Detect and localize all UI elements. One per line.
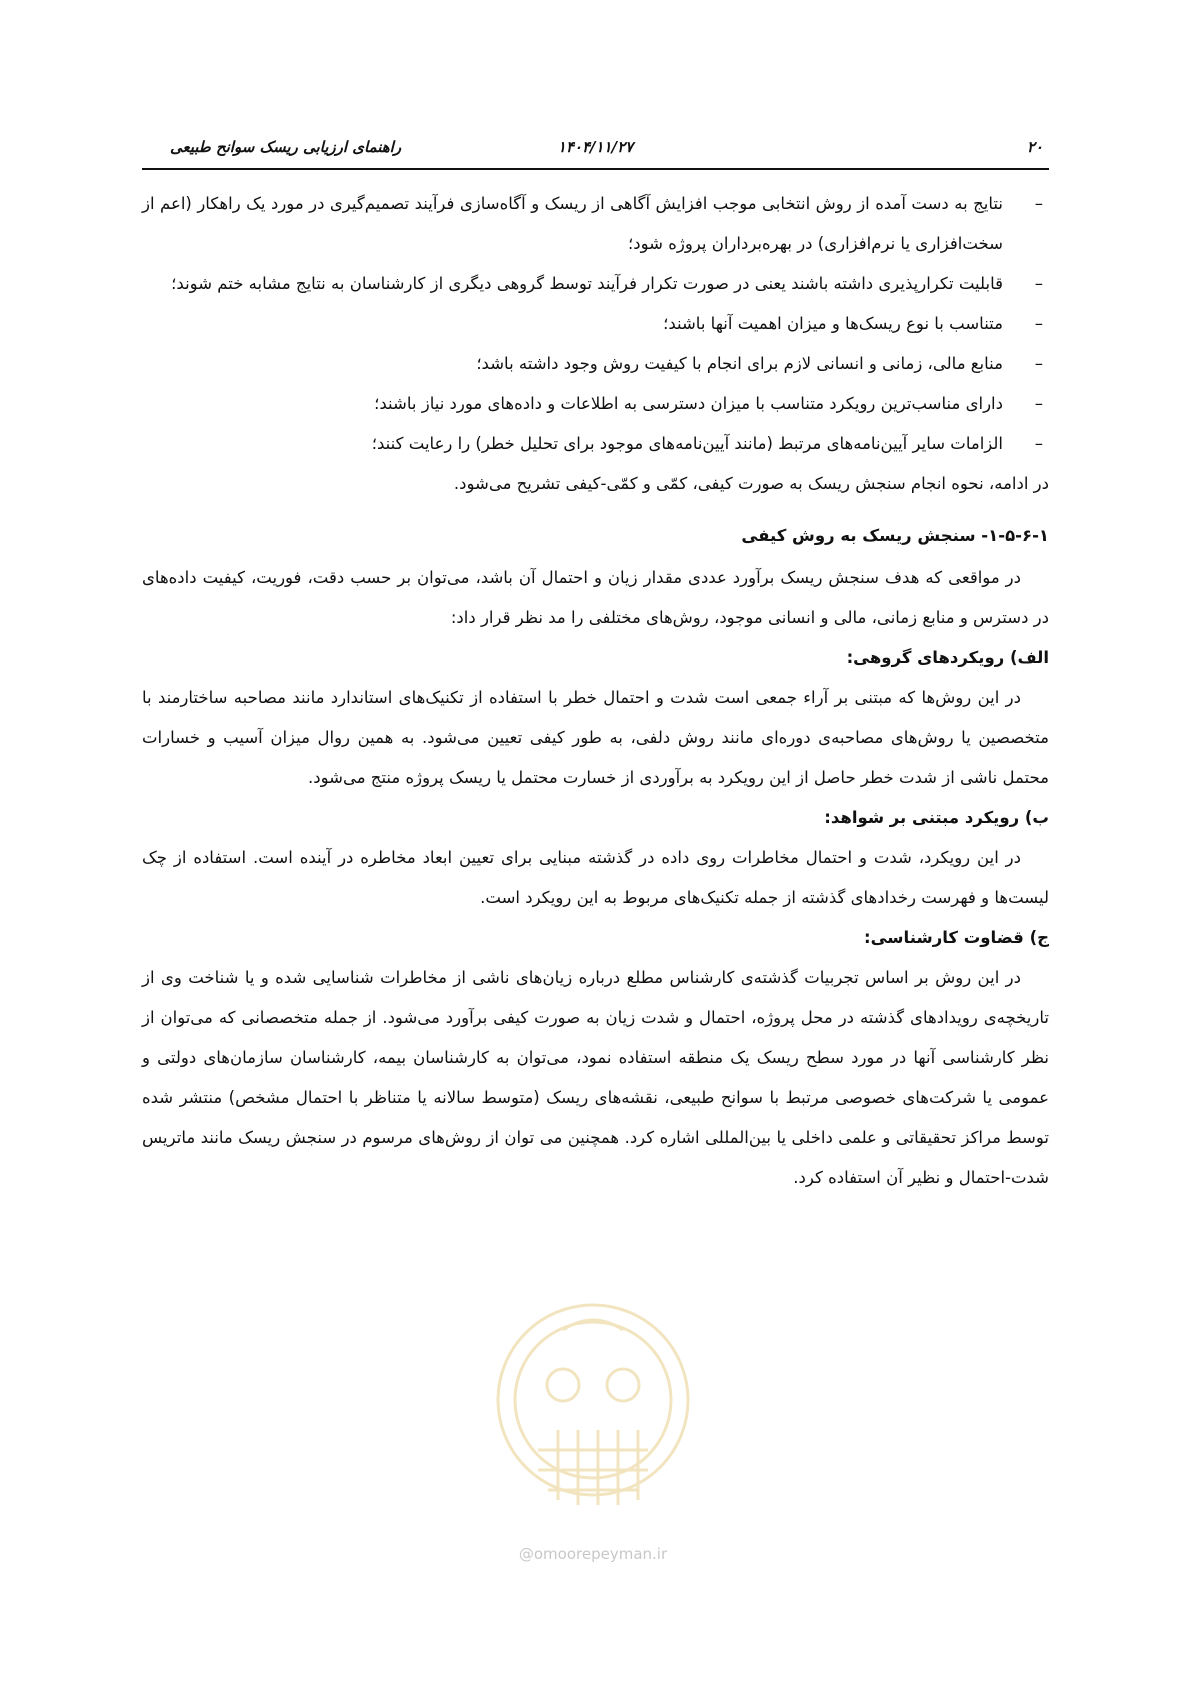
paragraph-expert-judgment: در این روش بر اساس تجربیات گذشته‌ی کارشناس مطلع درباره زیان‌های ناشی از مخاطرات شناسایی شده و یا شناخت وی از تاریخچه‌ی رویدادهای گذشته در محل پروژه، احتمال و شدت زیان به صورت کیفی برآورد می‌شود. از جمله متخصصانی که می‌توان از نظر کارشناسی آنها در مورد سطح ریسک یک منطقه استفاده نمود، می‌توان به کارشناسان بیمه، کارشناسان سازمان‌های دولتی و عمومی یا شرکت‌های خصوصی مرتبط با سوانح طبیعی، نقشه‌های ریسک (متوسط سالانه یا متناظر با احتمال مشخص) منتشر شده توسط مراکز تحقیقاتی و علمی داخلی یا بین‌المللی اشاره کرد. همچنین می توان از روش‌های مرسوم در سنجش ریسک مانند ماتریس شدت-احتمال و نظیر آن استفاده کرد.	[142, 968, 1049, 1187]
intro-paragraph: در ادامه، نحوه انجام سنجش ریسک به صورت کیفی، کمّی و کمّی-کیفی تشریح می‌شود.	[453, 474, 1049, 493]
bullet-dash: –	[1034, 394, 1043, 413]
paragraph-evidence-based: در این رویکرد، شدت و احتمال مخاطرات روی داده در گذشته مبنایی برای تعیین ابعاد مخاطره در آینده است. استفاده از چک لیست‌ها و فهرست رخدادهای گذشته از جمله تکنیک‌های مربوط به این رویکرد است.	[142, 848, 1049, 907]
list-item	[142, 304, 1049, 344]
list-item-text: دارای مناسب‌ترین رویکرد متناسب با میزان دسترسی به اطلاعات و داده‌های مورد نیاز باشند؛	[374, 394, 1003, 413]
list-item-text: قابلیت تکرارپذیری داشته باشند یعنی در صورت تکرار فرآیند توسط گروهی دیگری از کارشناسان به نتایج مشابه ختم شوند؛	[171, 274, 1003, 293]
list-item-text: متناسب با نوع ریسک‌ها و میزان اهمیت آنها باشند؛	[663, 314, 1003, 333]
paragraph-group-approaches: در این روش‌ها که مبتنی بر آراء جمعی است شدت و احتمال خطر با استفاده از تکنیک‌های استاندارد مانند مصاحبه ساختارمند با متخصصین یا روش‌های مصاحبه‌ی دوره‌ای مانند روش دلفی، به طور کیفی تعیین می‌شود. به همین روال میزان آسیب و خسارات محتمل ناشی از شدت خطر حاصل از این رویکرد به برآوردی از خسارت محتمل یا ریسک پروژه منتج می‌شود.	[142, 688, 1049, 787]
subheading-evidence-based: ب) رویکرد مبتنی بر شواهد:	[824, 808, 1049, 827]
book-title: راهنمای ارزیابی ریسک سوانح طبیعی	[170, 138, 402, 156]
list-item-text: منابع مالی، زمانی و انسانی لازم برای انجام با کیفیت روش وجود داشته باشد؛	[476, 354, 1003, 373]
watermark-url: @omoorepeyman.ir	[518, 1545, 668, 1563]
bullet-dash: –	[1034, 194, 1043, 213]
watermark-logo-icon	[478, 1250, 708, 1550]
bullet-dash: –	[1034, 274, 1043, 293]
list-item	[142, 264, 1049, 304]
bullet-dash: –	[1034, 314, 1043, 333]
list-item	[142, 424, 1049, 464]
header-rule	[142, 168, 1049, 170]
list-item-text: نتایج به دست آمده از روش انتخابی موجب افزایش آگاهی از ریسک و آگاه‌سازی فرآیند تصمیم‌گیری در مورد یک راهکار (اعم از سخت‌افزاری یا نرم‌افزاری) در بهره‌برداران پروژه شود؛	[142, 194, 1003, 253]
page-header	[142, 138, 1049, 164]
list-item	[142, 384, 1049, 424]
list-item	[142, 344, 1049, 384]
criteria-list	[142, 184, 1049, 464]
subheading-expert-judgment: ج) قضاوت کارشناسی:	[864, 928, 1049, 947]
list-item	[142, 184, 1049, 264]
section-paragraph: در مواقعی که هدف سنجش ریسک برآورد عددی مقدار زیان و احتمال آن باشد، می‌توان بر حسب دقت، فوریت، کیفیت داده‌های در دسترس و منابع زمانی، مالی و انسانی موجود، روش‌های مختلفی را مد نظر قرار داد:	[142, 568, 1049, 627]
header-date: ۱۴۰۴/۱۱/۲۷	[557, 138, 634, 156]
page-number: ۲۰	[1026, 138, 1043, 156]
page-body	[142, 184, 1049, 1198]
bullet-dash: –	[1034, 354, 1043, 373]
subheading-group-approaches: الف) رویکردهای گروهی:	[846, 648, 1049, 667]
list-item-text: الزامات سایر آیین‌نامه‌های مرتبط (مانند آیین‌نامه‌های موجود برای تحلیل خطر) را رعایت کنند؛	[371, 434, 1003, 453]
section-heading: ۱-۵-۶-۱- سنجش ریسک به روش کیفی	[741, 526, 1049, 545]
bullet-dash: –	[1034, 434, 1043, 453]
